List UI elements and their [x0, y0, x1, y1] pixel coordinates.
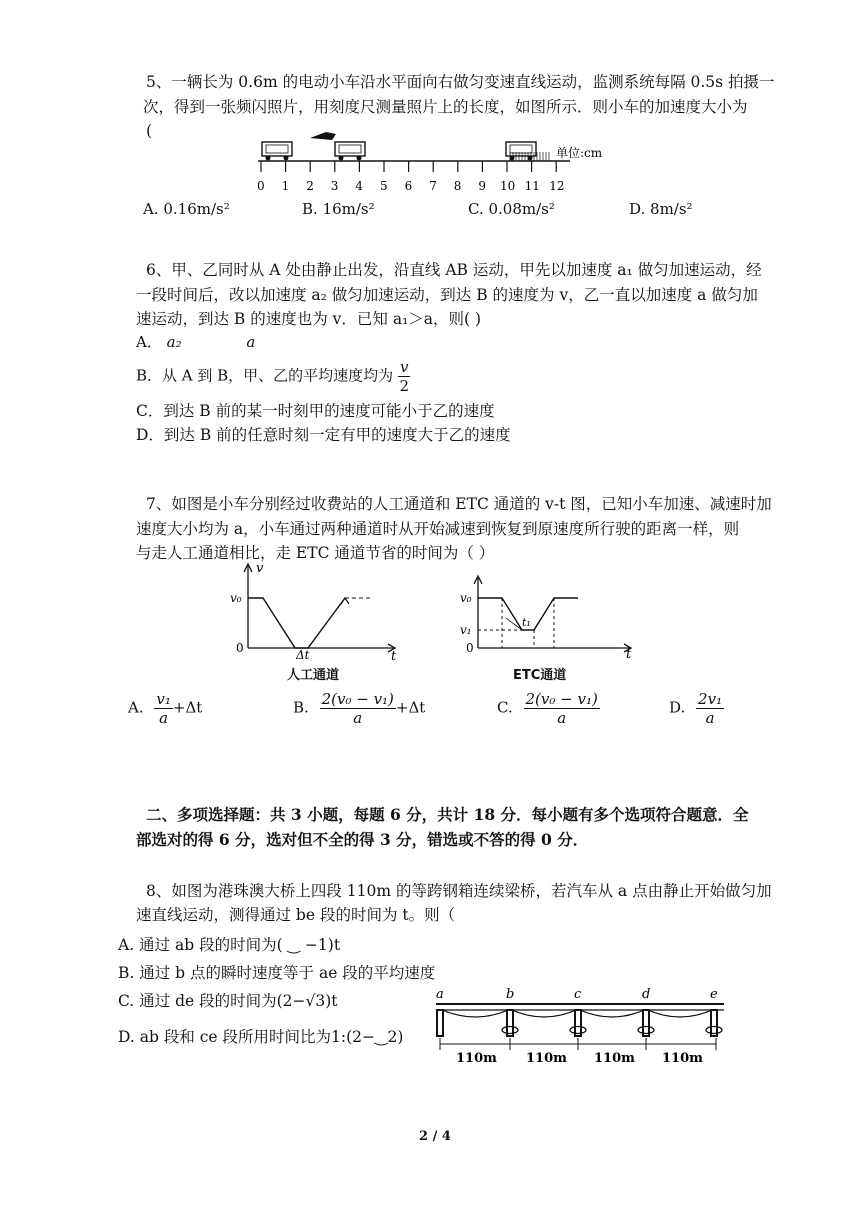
- q5-ruler-figure: [240, 128, 610, 198]
- ruler-tick-label: 6: [404, 179, 413, 193]
- v0-label: v₀: [230, 591, 242, 605]
- etc-lane-caption: ETC通道: [513, 668, 567, 683]
- manual-lane-vt-graph: [228, 560, 398, 660]
- axis-t-label: t: [626, 647, 632, 660]
- ruler-tick-label: 10: [500, 179, 516, 193]
- car-3-icon: [506, 142, 536, 161]
- q6-option-d: D．到达 B 前的任意时刻一定有甲的速度大于乙的速度: [136, 426, 511, 444]
- q7-line-1: 7、如图是小车分别经过收费站的人工通道和 ETC 通道的 v-t 图，已知小车加速、减速时加: [146, 495, 772, 513]
- ruler-tick-label: 1: [281, 179, 290, 193]
- q5-option-c: C. 0.08m/s²: [468, 200, 555, 218]
- q7-line-3: 与走人工通道相比，走 ETC 通道节省的时间为（ ）: [136, 544, 495, 562]
- origin-label: 0: [466, 641, 474, 655]
- section-2-line-2: 部选对的得 6 分，选对但不全的得 3 分，错选或不答的得 0 分．: [136, 830, 589, 849]
- q8-line-1: 8、如图为港珠澳大桥上四段 110m 的等跨钢箱连续梁桥，若汽车从 a 点由静止开始做匀加: [146, 882, 772, 900]
- ruler-tick-label: 11: [524, 179, 540, 193]
- ruler-unit: 单位:cm: [556, 146, 603, 160]
- q8-option-c: C. 通过 de 段的时间为(2−√3)t: [118, 992, 338, 1010]
- manual-lane-caption: 人工通道: [287, 668, 340, 683]
- q6-option-c: C．到达 B 前的某一时刻甲的速度可能小于乙的速度: [136, 402, 495, 420]
- q7-option-c: C. $\frac{\text{2(v₀ − v₁)}}{a}$: [497, 690, 598, 727]
- q7-option-b: B. $\frac{\text{2(v₀ − v₁)}}{a}$ +Δt: [293, 690, 426, 727]
- q6-option-b-fraction: $\frac{v}{2}$: [399, 358, 409, 395]
- etc-lane-vt-graph: [458, 574, 638, 660]
- q5-option-d: D. 8m/s²: [629, 200, 693, 218]
- ruler-tick-label: 8: [453, 179, 462, 193]
- ruler-tick-label: 5: [380, 179, 388, 193]
- v1-label: v₁: [460, 623, 472, 637]
- q6-option-a-a2: a₂: [166, 333, 182, 351]
- q6-option-b: B．从 A 到 B，甲、乙的平均速度均为 $\frac{v}{2}$: [136, 358, 409, 395]
- ruler-tick-label: 7: [429, 179, 437, 193]
- t1-label: t₁: [522, 616, 531, 629]
- span-cd-label: 110m: [594, 1051, 635, 1066]
- span-bc-label: 110m: [526, 1051, 567, 1066]
- point-c-label: c: [574, 987, 582, 1002]
- section-2-line-1: 二、多项选择题：共 3 小题，每题 6 分，共计 18 分．每小题有多个选项符合题意．全: [146, 805, 749, 824]
- camera-icon: [310, 132, 336, 140]
- span-ab-label: 110m: [456, 1051, 497, 1066]
- bridge-figure: [428, 984, 733, 1066]
- ruler-tick-label: 4: [355, 179, 364, 193]
- delta-t-label: Δt: [296, 648, 310, 660]
- point-a-label: a: [436, 987, 444, 1002]
- point-d-label: d: [642, 987, 651, 1002]
- q6-option-a: A． a₂ a: [136, 333, 256, 351]
- axis-t-label: t: [391, 649, 397, 660]
- q7-line-2: 速度大小均为 a，小车通过两种通道时从开始减速到恢复到原速度所行驶的距离一样，则: [136, 520, 740, 538]
- q8-option-a: A. 通过 ab 段的时间为( ‿ −1)t: [118, 936, 341, 954]
- ruler-tick-label: 3: [330, 179, 339, 193]
- ruler-tick-label: 9: [478, 179, 487, 193]
- q5-option-b: B. 16m/s²: [302, 200, 375, 218]
- point-e-label: e: [710, 987, 718, 1002]
- q8-line-2: 速直线运动，测得通过 be 段的时间为 t。则（: [136, 906, 456, 924]
- q5-line-2: 次，得到一张频闪照片，用刻度尺测量照片上的长度，如图所示．则小车的加速度大小为: [143, 98, 748, 116]
- car-1-icon: [262, 142, 292, 161]
- car-2-icon: [335, 142, 365, 161]
- ruler-tick-label: 2: [306, 179, 314, 193]
- axis-v-label: v: [256, 561, 264, 576]
- q6-option-a-a: a: [246, 333, 256, 351]
- ruler-tick-label: 12: [549, 179, 565, 193]
- q8-option-b: B. 通过 b 点的瞬时速度等于 ae 段的平均速度: [118, 964, 436, 982]
- q5-line-3: (: [146, 122, 153, 140]
- span-de-label: 110m: [662, 1051, 703, 1066]
- q6-line-1: 6、甲、乙同时从 A 处由静止出发，沿直线 AB 运动，甲先以加速度 a₁ 做匀加速运动，经: [146, 261, 762, 279]
- bridge-piers: [437, 1010, 717, 1036]
- origin-label: 0: [236, 641, 244, 655]
- v0-label: v₀: [460, 591, 472, 605]
- q6-line-3: 速运动，到达 B 的速度也为 v．已知 a₁＞a，则( ): [136, 310, 482, 328]
- ruler-tick-label: 0: [257, 179, 265, 193]
- q7-option-a: A. $\frac{\text{v₁}}{a}$ +Δt: [128, 690, 203, 727]
- q6-line-2: 一段时间后，改以加速度 a₂ 做匀加速运动，到达 B 的速度为 v，乙一直以加速度 a 做匀加: [136, 286, 758, 304]
- point-b-label: b: [506, 987, 515, 1002]
- q7-option-d: D. $\frac{\text{2v₁}}{a}$: [669, 690, 723, 727]
- page-number: 2 / 4: [419, 1129, 451, 1144]
- q5-option-a: A. 0.16m/s²: [143, 200, 230, 218]
- q5-line-1: 5、一辆长为 0.6m 的电动小车沿水平面向右做匀变速直线运动，监测系统每隔 0.5s 拍摄一: [146, 73, 775, 91]
- q8-option-d: D. ab 段和 ce 段所用时间比为1:(2−‿2): [118, 1028, 404, 1046]
